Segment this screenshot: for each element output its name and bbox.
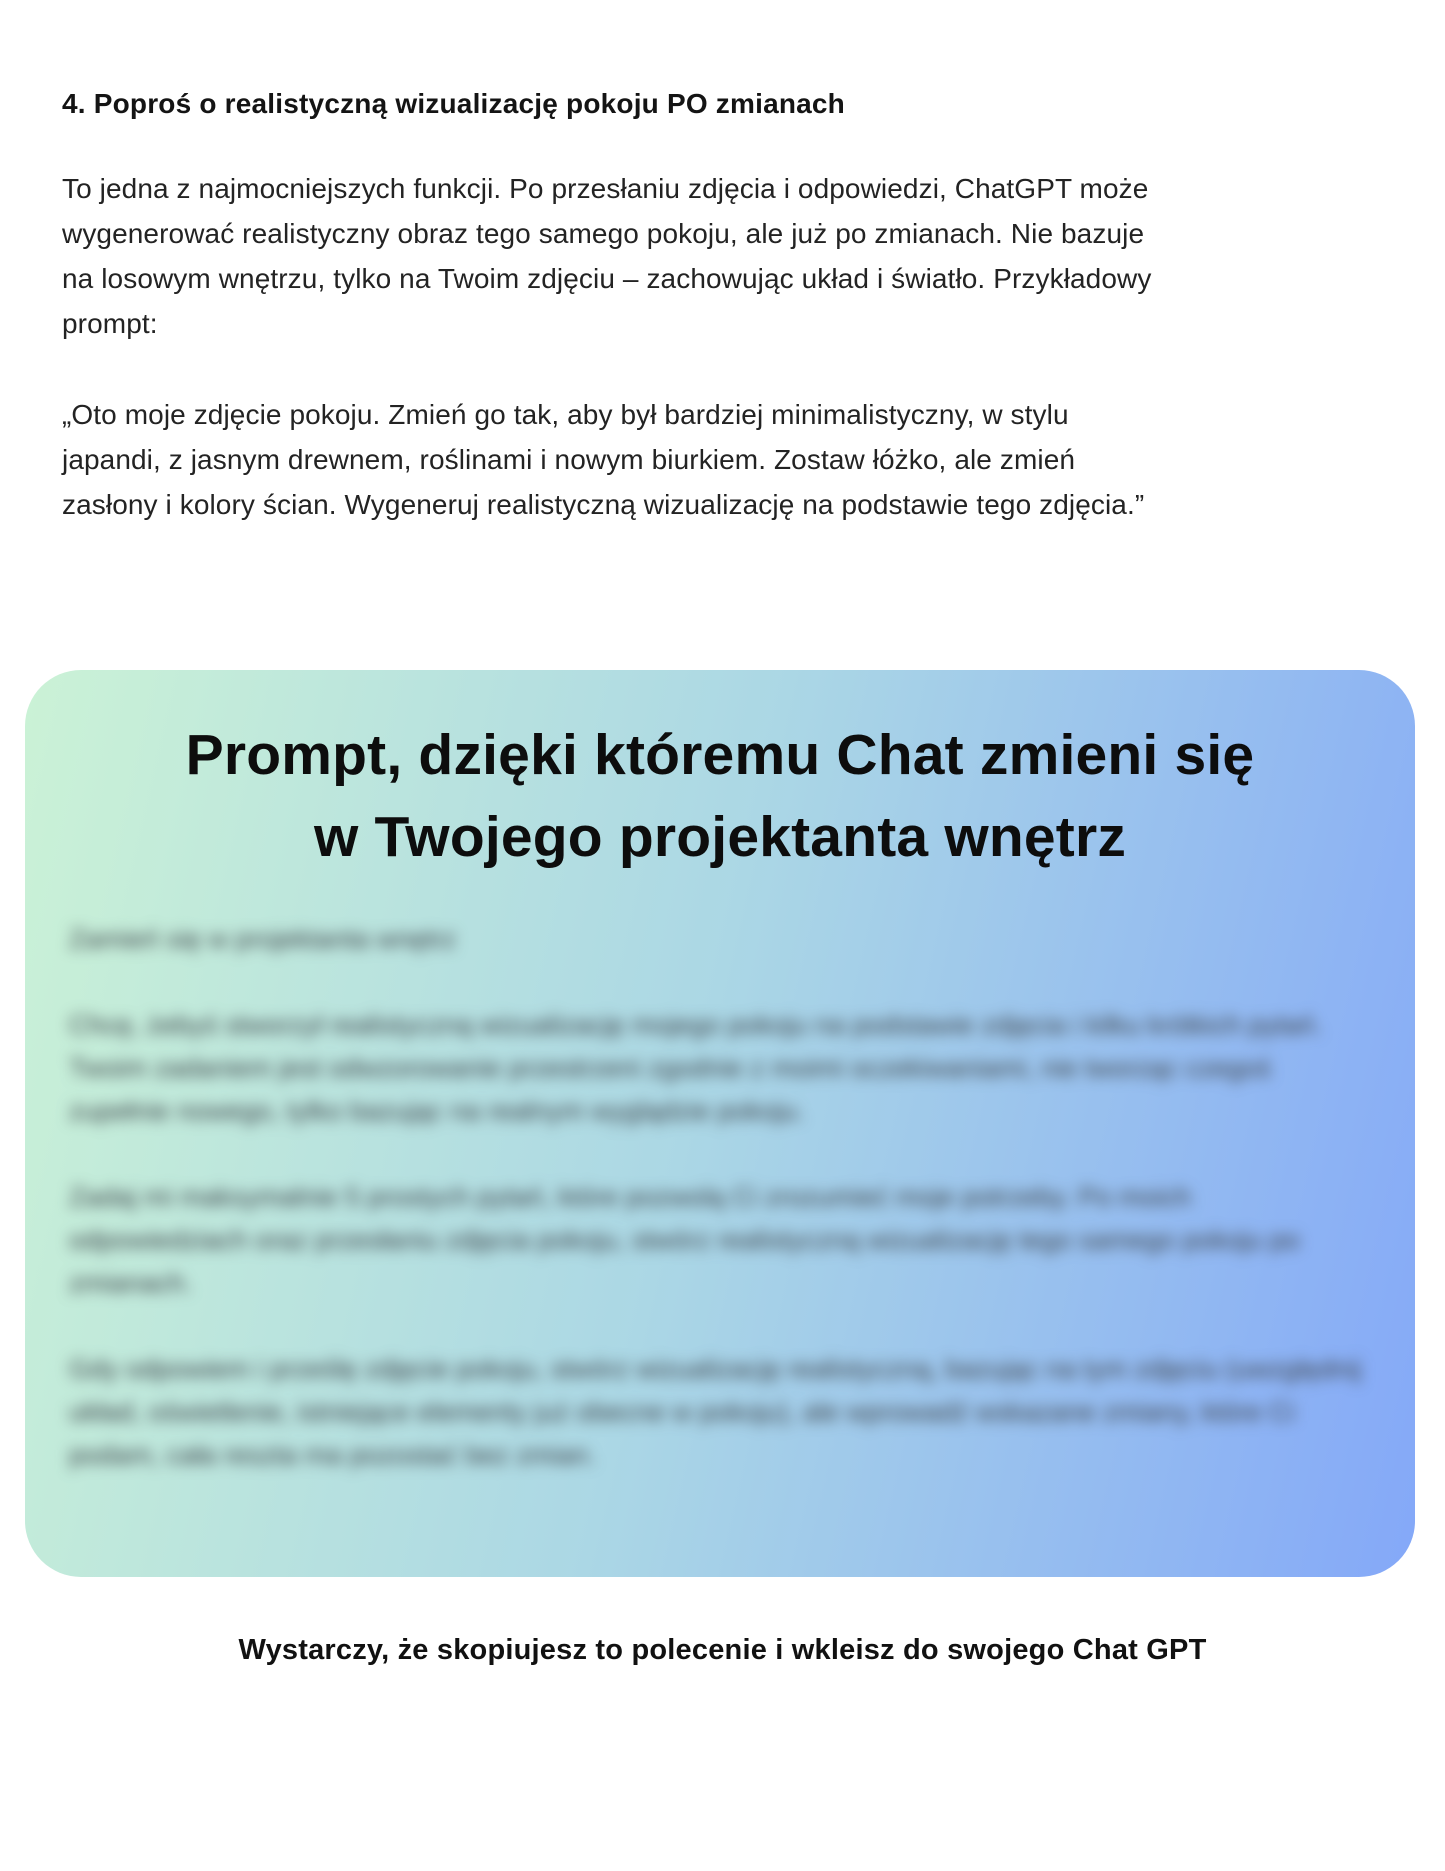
prompt-gradient-card — [25, 670, 1415, 1577]
blurred-paragraph-4: Gdy odpowiem i prześlę zdjęcie pokoju, stwórz wizualizację realistyczną, bazując na tym zdjęciu (uwzględnij układ, oświetlenie, istniejące elementy już obecne w pokoju), ale wprowadź wskazane zmiany, które Ci podam, cała reszta ma pozostać bez zmian. — [69, 1354, 1362, 1470]
blurred-paragraph-1: Zamień się w projektanta wnętrz — [69, 924, 457, 954]
copy-instruction-caption: Wystarczy, że skopiujesz to polecenie i wkleisz do swojego Chat GPT — [238, 1634, 1207, 1666]
blurred-prompt-text — [25, 918, 1415, 1477]
section-heading: 4. Poproś o realistyczną wizualizację pokoju PO zmianach — [62, 88, 845, 119]
blurred-paragraph-3: Zadaj mi maksymalnie 5 prostych pytań, które pozwolą Ci zrozumieć moje potrzeby. Po moich odpowiedziach oraz przesłaniu zdjęcia pokoju, stwórz realistyczną wizualizację tego samego pokoju po zmianach. — [69, 1182, 1300, 1298]
prompt-card-title — [25, 714, 1415, 878]
intro-paragraph: To jedna z najmocniejszych funkcji. Po przesłaniu zdjęcia i odpowiedzi, ChatGPT może wygenerować realistyczny obraz tego samego pokoju, ale już po zmianach. Nie bazuje na losowym wnętrzu, tylko na Twoim zdjęciu – zachowując układ i światło. Przykładowy prompt: — [62, 173, 1152, 339]
article-body — [62, 88, 1392, 527]
prompt-card-title-line2: w Twojego projektanta wnętrz — [313, 805, 1127, 869]
prompt-card-title-line1: Prompt, dzięki któremu Chat zmieni się — [185, 723, 1255, 787]
blurred-paragraph-2: Chcę, żebyś stworzył realistyczną wizualizację mojego pokoju na podstawie zdjęcia i kilku krótkich pytań. Twoim zadaniem jest odwzorowanie przestrzeni zgodnie z moimi oczekiwaniami, nie tworząc czegoś zupełnie nowego, tylko bazując na realnym wyglądzie pokoju. — [69, 1010, 1323, 1126]
example-prompt-paragraph: „Oto moje zdjęcie pokoju. Zmień go tak, aby był bardziej minimalistyczny, w stylu japandi, z jasnym drewnem, roślinami i nowym biurkiem. Zostaw łóżko, ale zmień zasłony i kolory ścian. Wygeneruj realistyczną wizualizację na podstawie tego zdjęcia.” — [62, 399, 1145, 520]
